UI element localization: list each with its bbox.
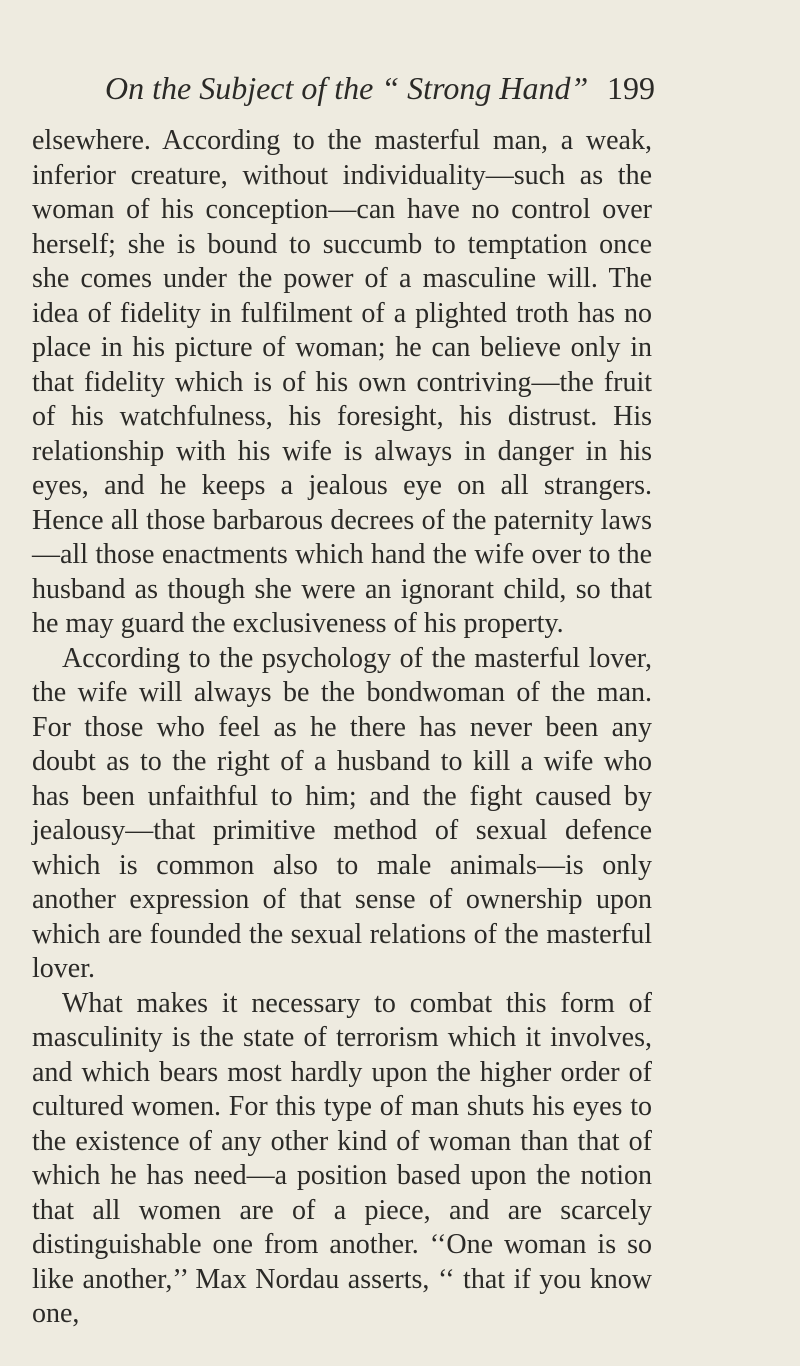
page-number: 199: [607, 70, 655, 106]
paragraph-continued: elsewhere. According to the masterful man, a weak, inferior creature, without individuality—such as the woman of his conception—can have no control over herself; she is bound to succumb to temptation once she comes under the power of a masculine will. The idea of fidelity in fulfilment of a plighted troth has no place in his picture of woman; he can believe only in that fidelity which is of his own contriving—the fruit of his watchfulness, his foresight, his distrust. His relationship with his wife is always in danger in his eyes, and he keeps a jealous eye on all strangers. Hence all those barbarous decrees of the paternity laws—all those enactments which hand the wife over to the husband as though she were an ignorant child, so that he may guard the exclusiveness of his property.: [32, 125, 652, 639]
running-head: [105, 70, 655, 107]
paragraph: What makes it necessary to combat this form of masculinity is the state of terrorism which it involves, and which bears most hardly upon the higher order of cultured women. For this type of man shuts his eyes to the existence of any other kind of woman than that of which he has need—a position based upon the notion that all women are of a piece, and are scarcely distinguishable one from another. ‘‘One woman is so like another,’’ Max Nordau asserts, ‘‘ that if you know one,: [32, 987, 652, 1329]
running-head-title: On the Subject of the “ Strong Hand”: [105, 70, 589, 106]
body-text: [32, 124, 652, 1332]
paragraph: According to the psychology of the masterful lover, the wife will always be the bondwoman of the man. For those who feel as he there has never been any doubt as to the right of a husband to kill a wife who has been unfaithful to him; and the fight caused by jealousy—that primitive method of sexual defence which is common also to male animals—is only another expression of that sense of ownership upon which are founded the sexual relations of the masterful lover.: [32, 642, 652, 984]
